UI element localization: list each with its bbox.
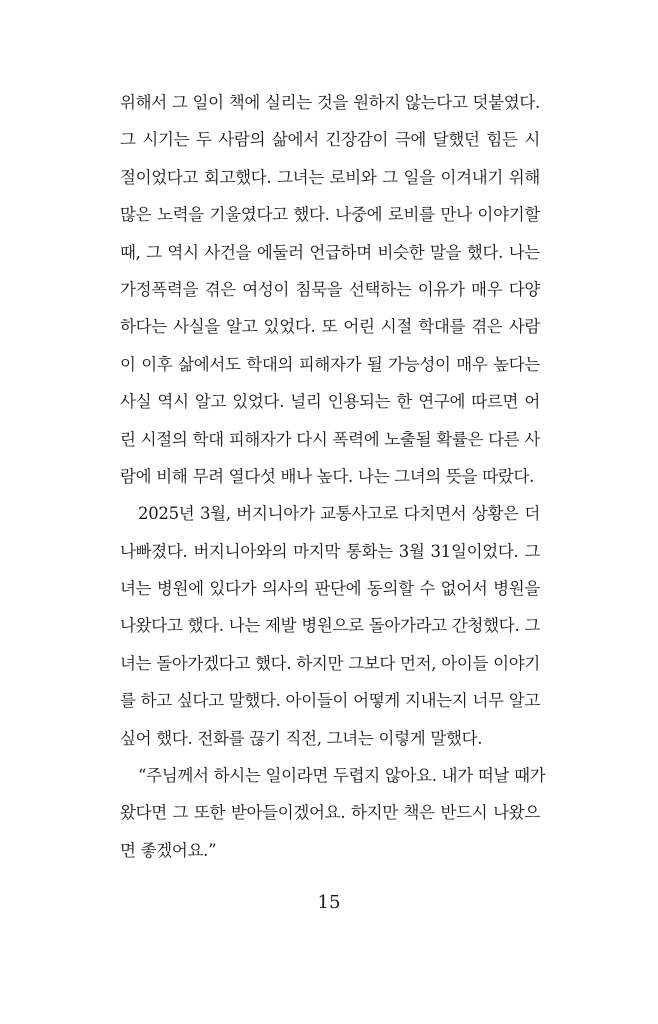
text-line: 나왔다고 했다. 나는 제발 병원으로 돌아가라고 간청했다. 그 [120, 616, 540, 636]
text-line: 가정폭력을 겪은 여성이 침묵을 선택하는 이유가 매우 다양 [120, 279, 540, 299]
text-line: 위해서 그 일이 책에 실리는 것을 원하지 않는다고 덧붙였다. [120, 93, 540, 112]
paragraph [120, 84, 540, 495]
paragraph [120, 757, 546, 869]
text-line: 많은 노력을 기울였다고 했다. 나중에 로비를 만나 이야기할 [120, 205, 540, 225]
text-line: 때, 그 역시 사건을 에둘러 언급하며 비슷한 말을 했다. 나는 [120, 242, 540, 262]
text-line: 2025년 3월, 버지니아가 교통사고로 다치면서 상황은 더 [138, 504, 540, 524]
text-line: 그 시기는 두 사람의 삶에서 긴장감이 극에 달했던 힘든 시 [120, 130, 540, 150]
text-line: 람에 비해 무려 열다섯 배나 높다. 나는 그녀의 뜻을 따랐다. [120, 466, 535, 486]
text-line: 녀는 돌아가겠다고 했다. 하지만 그보다 먼저, 아이들 이야기 [120, 653, 540, 673]
text-line: 하다는 사실을 알고 있었다. 또 어린 시절 학대를 겪은 사람 [120, 317, 540, 337]
text-line: 나빠졌다. 버지니아와의 마지막 통화는 3월 31일이었다. 그 [120, 541, 540, 561]
text-line: 를 하고 싶다고 말했다. 아이들이 어떻게 지내는지 너무 알고 [120, 691, 540, 711]
text-line: 싶어 했다. 전화를 끊기 직전, 그녀는 이렇게 말했다. [120, 728, 483, 748]
text-line: 절이었다고 회고했다. 그녀는 로비와 그 일을 이겨내기 위해 [120, 167, 540, 187]
text-line: 왔다면 그 또한 받아들이겠어요. 하지만 책은 반드시 나왔으 [120, 803, 540, 823]
text-line: 린 시절의 학대 피해자가 다시 폭력에 노출될 확률은 다른 사 [120, 429, 540, 449]
page-body [120, 84, 546, 869]
text-line: 면 좋겠어요.” [120, 840, 217, 860]
text-line: 사실 역시 알고 있었다. 널리 인용되는 한 연구에 따르면 어 [120, 392, 540, 412]
text-line: “주님께서 하시는 일이라면 두렵지 않아요. 내가 떠날 때가 [138, 766, 546, 786]
page-number: 15 [317, 892, 341, 913]
text-line: 녀는 병원에 있다가 의사의 판단에 동의할 수 없어서 병원을 [120, 579, 540, 599]
text-line: 이 이후 삶에서도 학대의 피해자가 될 가능성이 매우 높다는 [120, 354, 540, 374]
paragraph [120, 495, 540, 757]
